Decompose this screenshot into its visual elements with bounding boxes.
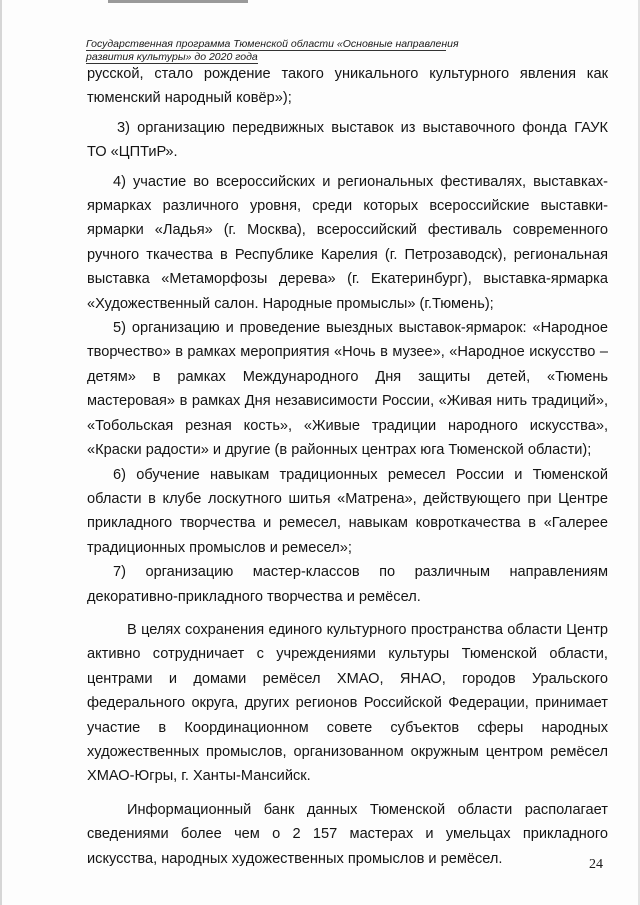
list-item-4: 4) участие во всероссийских и региональных фестивалях, выставках-ярмарках различного уровня, среди которых всероссийские выставки-ярмарки «Ладья» (г. Москва), всероссийский фестиваль современного ручного ткачества в Республике Карелия (г. Петрозаводск), региональная выставка «Метаморфозы дерева» (г. Екатеринбург), выставка-ярмарка «Художественный салон. Народные промыслы» (г.Тюмень); [87,173,608,312]
header-line-1: Государственная программа Тюменской области «Основные направления [86,38,459,50]
paragraph-cooperation: В целях сохранения единого культурного пространства области Центр активно сотрудничает с учреждениями культуры Тюменской области, центрами и домами ремёсел ХМАО, ЯНАО, городов Уральского федерального округа, других регионов Российской Федерации, принимает участие в Координационном совете субъектов сферы народных художественных промыслов, организованном окружным центром ремёсел ХМАО-Югры, г. Ханты-Мансийск. [87,621,608,785]
scan-top-mark [108,0,248,3]
header-line-2: развития культуры» до 2020 года [86,51,258,63]
list-item-5: 5) организацию и проведение выездных выставок-ярмарок: «Народное творчество» в рамках мероприятия «Ночь в музее», «Народное искусство – детям» в рамках Международного Дня защиты детей, «Тюмень мастеровая» в рамках Дня независимости России, «Живая нить традиций», «Тобольская резная кость», «Живые традиции народного искусства», «Краски радости» и другие (в районных центрах юга Тюменской области); [87,320,608,459]
body-text [87,62,608,871]
list-item-7: 7) организацию мастер-классов по различным направлениям декоративно-прикладного творчества и ремёсел. [87,564,608,605]
scan-edge-left [0,0,2,905]
list-item-3: 3) организацию передвижных выставок из выставочного фонда ГАУК ТО «ЦПТиР». [87,119,608,161]
page-number: 24 [589,857,603,872]
running-header [86,38,459,64]
paragraph-databank: Информационный банк данных Тюменской области располагает сведениями более чем о 2 157 мастерах и умельцах прикладного искусства, народных художественных промыслов и ремёсел. [87,801,608,867]
paragraph-continuation: русской, стало рождение такого уникального культурного явления как тюменский народный ковёр»); [87,66,608,107]
list-item-6: 6) обучение навыкам традиционных ремесел России и Тюменской области в клубе лоскутного шитья «Матрена», действующего при Центре прикладного творчества и ремесел, навыкам ковроткачества в «Галерее традиционных промыслов и ремесел»; [87,466,608,556]
